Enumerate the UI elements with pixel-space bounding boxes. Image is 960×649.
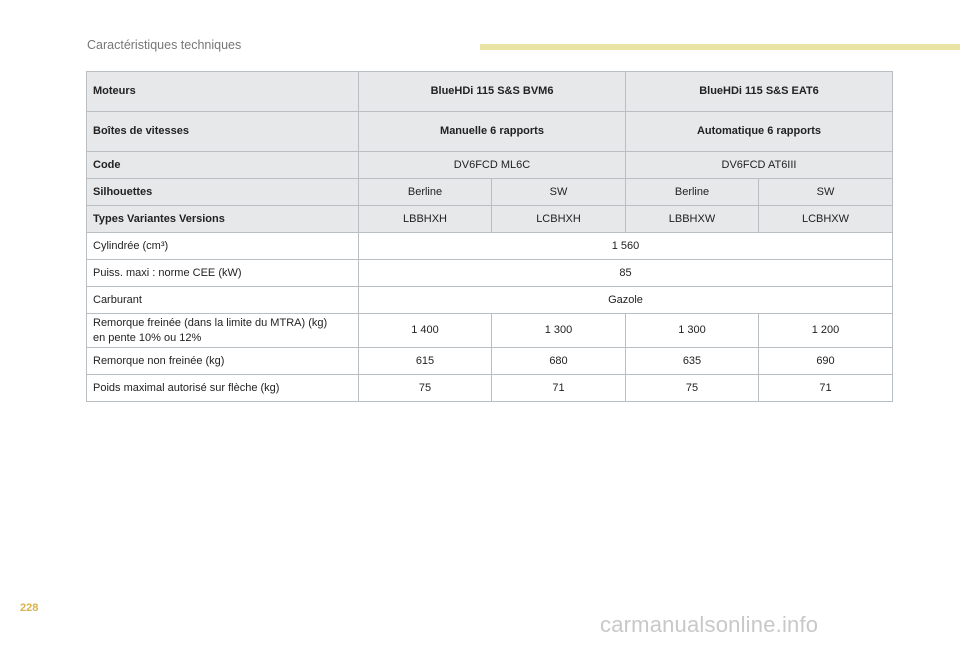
value-type: LBBHXH <box>359 206 492 233</box>
row-poids-fleche <box>87 375 893 402</box>
label-silhouettes: Silhouettes <box>87 179 359 206</box>
page-section-title: Caractéristiques techniques <box>87 38 242 52</box>
row-remorque-freinee <box>87 314 893 348</box>
value-remorque-non-freinee: 680 <box>492 348 626 375</box>
value-puissance: 85 <box>359 260 893 287</box>
value-type: LCBHXH <box>492 206 626 233</box>
label-remorque-freinee-line1: Remorque freinée (dans la limite du MTRA) (kg) <box>93 316 328 329</box>
value-carburant: Gazole <box>359 287 893 314</box>
row-code <box>87 152 893 179</box>
value-code-1: DV6FCD ML6C <box>359 152 626 179</box>
value-moteur-bvm6: BlueHDi 115 S&S BVM6 <box>359 72 626 112</box>
value-remorque-non-freinee: 690 <box>759 348 893 375</box>
row-remorque-non-freinee <box>87 348 893 375</box>
value-remorque-freinee: 1 300 <box>492 314 626 348</box>
value-type: LBBHXW <box>626 206 759 233</box>
value-remorque-non-freinee: 615 <box>359 348 492 375</box>
value-silhouette: Berline <box>626 179 759 206</box>
value-cylindree: 1 560 <box>359 233 893 260</box>
label-carburant: Carburant <box>87 287 359 314</box>
value-remorque-freinee: 1 300 <box>626 314 759 348</box>
row-silhouettes <box>87 179 893 206</box>
label-boites: Boîtes de vitesses <box>87 112 359 152</box>
value-poids-fleche: 75 <box>359 375 492 402</box>
label-code: Code <box>87 152 359 179</box>
row-moteurs <box>87 72 893 112</box>
watermark: carmanualsonline.info <box>600 612 819 637</box>
row-cylindree <box>87 233 893 260</box>
label-puissance: Puiss. maxi : norme CEE (kW) <box>87 260 359 287</box>
value-boite-automatique: Automatique 6 rapports <box>626 112 893 152</box>
row-boites <box>87 112 893 152</box>
header-accent-bar <box>480 44 960 50</box>
label-cylindree: Cylindrée (cm³) <box>87 233 359 260</box>
value-silhouette: SW <box>492 179 626 206</box>
value-remorque-freinee: 1 200 <box>759 314 893 348</box>
value-silhouette: SW <box>759 179 893 206</box>
value-code-2: DV6FCD AT6III <box>626 152 893 179</box>
page-number: 228 <box>20 602 39 614</box>
value-remorque-non-freinee: 635 <box>626 348 759 375</box>
row-puissance <box>87 260 893 287</box>
value-silhouette: Berline <box>359 179 492 206</box>
value-moteur-eat6: BlueHDi 115 S&S EAT6 <box>626 72 893 112</box>
label-remorque-freinee-line2: en pente 10% ou 12% <box>93 331 202 344</box>
value-poids-fleche: 71 <box>492 375 626 402</box>
specifications-table <box>86 71 893 402</box>
label-remorque-non-freinee: Remorque non freinée (kg) <box>87 348 359 375</box>
row-types <box>87 206 893 233</box>
value-type: LCBHXW <box>759 206 893 233</box>
value-remorque-freinee: 1 400 <box>359 314 492 348</box>
label-moteurs: Moteurs <box>87 72 359 112</box>
value-poids-fleche: 71 <box>759 375 893 402</box>
label-poids-fleche: Poids maximal autorisé sur flèche (kg) <box>87 375 359 402</box>
value-boite-manuelle: Manuelle 6 rapports <box>359 112 626 152</box>
row-carburant <box>87 287 893 314</box>
label-remorque-freinee <box>87 314 359 348</box>
value-poids-fleche: 75 <box>626 375 759 402</box>
label-types: Types Variantes Versions <box>87 206 359 233</box>
